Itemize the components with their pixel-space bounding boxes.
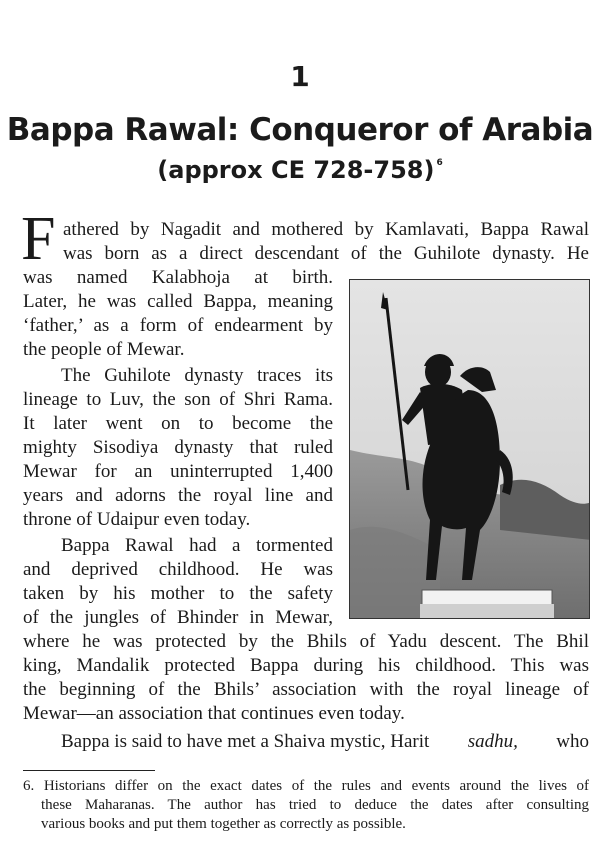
body-line: the beginning of the Bhils’ association with the royal lineage of [23,679,589,700]
body-line: athered by Nagadit and mothered by Kamlavati, Bappa Rawal [63,219,589,240]
body-line: was born as a direct descendant of the Guhilote dynasty. He [63,243,589,264]
body-line: was named Kalabhoja at birth. [23,267,333,288]
body-line: throne of Udaipur even today. [23,509,251,530]
body-line: Mewar—an association that continues even today. [23,703,405,724]
body-line: the people of Mewar. [23,339,185,360]
body-line: The Guhilote dynasty traces its [61,365,333,386]
statue-photo [349,279,590,619]
body-line: king, Mandalik protected Bappa during his childhood. This was [23,655,589,676]
footnote-line: 6. Historians differ on the exact dates of the rules and events around the lives of [23,778,589,794]
body-line: ‘father,’ as a form of endearment by [23,315,333,336]
body-line: where he was protected by the Bhils of Yadu descent. The Bhil [23,631,589,652]
body-line: It later went on to become the [23,413,333,434]
footnote-separator [23,770,155,771]
body-line: of the jungles of Bhinder in Mewar, [23,607,333,628]
body-line: Mewar for an uninterrupted 1,400 [23,461,333,482]
body-text: who [556,731,589,752]
body-line [61,730,589,753]
footnote-line: these Maharanas. The author has tried to deduce the dates after consulting [41,797,589,813]
subtitle-text: (approx CE 728-758) [157,156,435,184]
body-line: taken by his mother to the safety [23,583,333,604]
chapter-subtitle [0,156,600,184]
body-text: Bappa is said to have met a Shaiva mystic, Harit [61,731,430,752]
body-line: mighty Sisodiya dynasty that ruled [23,437,333,458]
statue-photo-image [350,280,590,619]
body-line: and deprived childhood. He was [23,559,333,580]
body-line: years and adorns the royal line and [23,485,333,506]
body-italic-term: sadhu, [467,731,518,752]
footnote-reference: 6 [436,158,443,168]
drop-cap: F [21,205,56,273]
chapter-number: 1 [290,60,310,93]
body-line: Bappa Rawal had a tormented [61,535,333,556]
body-line: lineage to Luv, the son of Shri Rama. [23,389,333,410]
footnote-line: various books and put them together as correctly as possible. [41,816,406,832]
chapter-title: Bappa Rawal: Conqueror of Arabia [6,112,594,148]
body-line: Later, he was called Bappa, meaning [23,291,333,312]
